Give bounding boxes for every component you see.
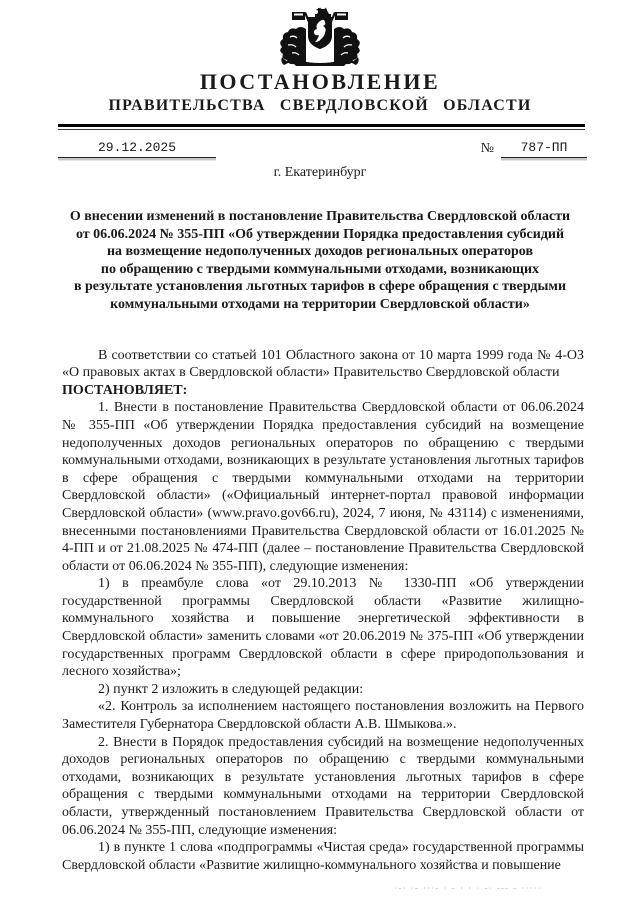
- footer-microprint: ·–· ·– ···– · – · · · –· ––– – ·····: [394, 885, 542, 892]
- subject-title-line: О внесении изменений в постановление Правительства Свердловской области: [69, 209, 571, 224]
- subject-title-line: по обращению с твердыми коммунальными отходами, возникающих: [100, 261, 540, 277]
- subject-title-line: коммунальными отходами на территории Свердловской области»: [110, 296, 530, 312]
- document-number: 787-ПП: [501, 140, 587, 158]
- subject-title-line: на возмещение недополученных доходов региональных операторов: [106, 244, 534, 260]
- body-paragraph: 2. Внести в Порядок предоставления субсидий на возмещение недополученных доходов региональных операторов по обращению с твердыми коммунальными отходами, возникающих в результате установления льготных тарифов в сфере обращения с твердыми коммунальными отходами на территории Свердловской области, утвержденный постановлением Правительства Свердловской области от 06.06.2024 № 355-ПП, следующие изменения:: [62, 734, 584, 838]
- issuing-authority-title: ПРАВИТЕЛЬСТВА СВЕРДЛОВСКОЙ ОБЛАСТИ: [108, 97, 532, 114]
- body-paragraph: 1) в преамбуле слова «от 29.10.2013 № 1330-ПП «Об утверждении государственной программы Свердловской области «Развитие жилищно-коммунального хозяйства и повышение энергетической эффективности в Свердловской области» заменить словами «от 20.06.2019 № 375-ПП «Об утверждении государственных программ Свердловской области в сфере природопользования и лесного хозяйства»;: [62, 576, 584, 680]
- subject-title: [40, 208, 600, 314]
- document-date: 29.12.2025: [58, 140, 216, 158]
- number-sign-label: №: [480, 141, 494, 156]
- body-paragraph: 1. Внести в постановление Правительства Свердловской области от 06.06.2024 № 355-ПП «Об утверждении Порядка предоставления субсидий на возмещение недополученных доходов региональных операторов по обращению с твердыми коммунальными отходами, возникающих в результате установления льготных тарифов в сфере обращения с твердыми коммунальными отходами на территории Свердловской области» («Официальный интернет-портал правовой информации Свердловской области» (www.pravo.gov66.ru), 2024, 7 июня, № 43114) с изменениями, внесенными постановлениями Правительства Свердловской области от 16.01.2025 № 4-ПП и от 21.08.2025 № 474-ПП (далее – постановление Правительства Свердловской области от 06.06.2024 № 355-ПП), следующие изменения:: [62, 400, 584, 574]
- document-body: [62, 347, 584, 875]
- body-paragraph: 2) пункт 2 изложить в следующей редакции:: [98, 681, 364, 697]
- meta-row: [58, 140, 587, 158]
- subject-title-line: от 06.06.2024 № 355-ПП «Об утверждении Порядка предоставления субсидий: [75, 226, 565, 242]
- subject-title-line: в результате установления льготных тарифов в сфере обращения с твердыми: [73, 279, 567, 295]
- body-paragraph: ПОСТАНОВЛЯЕТ:: [62, 382, 188, 398]
- header-divider: [58, 124, 585, 130]
- coat-of-arms-icon: [0, 0, 640, 66]
- document-number-group: [481, 140, 587, 158]
- body-paragraph: «2. Контроль за исполнением настоящего постановления возложить на Первого Заместителя Губернатора Свердловской области А.В. Шмыкова.».: [62, 699, 584, 733]
- body-paragraph: В соответствии со статьей 101 Областного закона от 10 марта 1999 года № 4-ОЗ «О правовых актах в Свердловской области» Правительство Свердловской области: [62, 347, 584, 381]
- document-type-title: ПОСТАНОВЛЕНИЕ: [199, 69, 441, 94]
- city-label: г. Екатеринбург: [273, 165, 367, 180]
- body-paragraph: 1) в пункте 1 слова «подпрограммы «Чистая среда» государственной программы Свердловской области «Развитие жилищно-коммунального хозяйства и повышение: [62, 840, 584, 873]
